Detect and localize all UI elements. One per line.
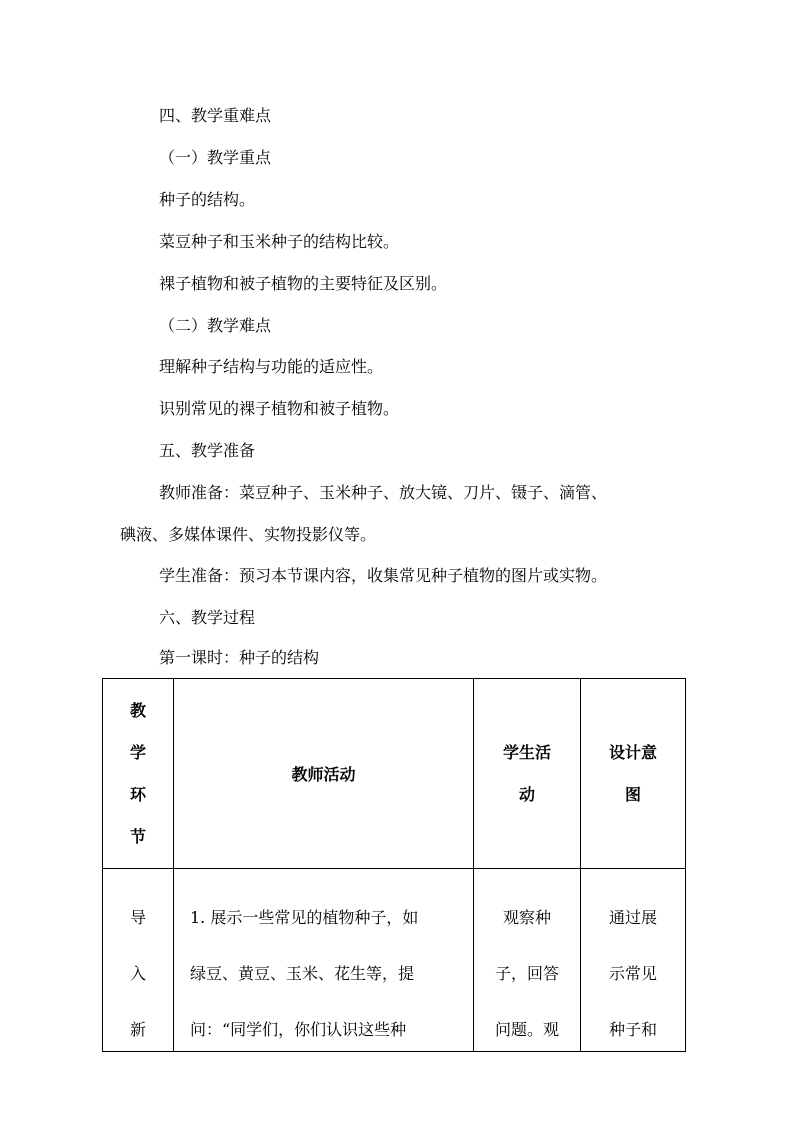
header-student-line: 动 — [518, 784, 535, 804]
row1-stage-char: 导 — [129, 908, 146, 927]
row1-student-activity — [474, 869, 581, 1052]
header-stage-char: 节 — [129, 826, 146, 846]
header-teacher-label: 教师活动 — [291, 765, 356, 784]
row1-stage-char: 入 — [129, 964, 146, 983]
key-point-1: 种子的结构。 — [159, 190, 256, 209]
header-intent-line: 图 — [624, 784, 641, 804]
key-point-3: 裸子植物和被子植物的主要特征及区别。 — [159, 274, 448, 293]
row1-student-line: 问题。观 — [494, 1020, 559, 1039]
row1-student-line: 观察种 — [502, 908, 551, 927]
row1-teacher-activity — [174, 869, 474, 1052]
header-design-intent — [581, 679, 686, 869]
row1-intent-line: 示常见 — [608, 964, 657, 983]
header-stage-char: 教 — [129, 700, 146, 720]
teacher-prep-line2: 碘液、多媒体课件、实物投影仪等。 — [120, 525, 377, 544]
section-4-1-title: （一）教学重点 — [159, 148, 272, 167]
section-4-title: 四、教学重难点 — [159, 106, 272, 125]
row1-student-line: 子，回答 — [494, 964, 559, 983]
header-stage-char: 环 — [129, 784, 146, 804]
header-stage — [103, 679, 174, 869]
row1-teacher-line: 1. 展示一些常见的植物种子，如 — [190, 908, 419, 927]
key-point-2: 菜豆种子和玉米种子的结构比较。 — [159, 232, 400, 251]
teaching-process-table — [102, 678, 686, 1052]
header-intent-line: 设计意 — [608, 742, 657, 762]
header-teacher-activity — [174, 679, 474, 869]
header-student-line: 学生活 — [502, 742, 551, 762]
lesson-1-title: 第一课时：种子的结构 — [159, 648, 320, 667]
table-row — [103, 869, 686, 1052]
section-4-2-title: （二）教学难点 — [159, 316, 272, 335]
header-student-activity — [474, 679, 581, 869]
row1-stage — [103, 869, 174, 1052]
row1-intent-line: 通过展 — [608, 908, 657, 927]
student-prep: 学生准备：预习本节课内容，收集常见种子植物的图片或实物。 — [159, 566, 608, 585]
section-6-title: 六、教学过程 — [159, 608, 256, 627]
section-5-title: 五、教学准备 — [159, 441, 256, 460]
difficult-point-1: 理解种子结构与功能的适应性。 — [159, 357, 384, 376]
header-stage-char: 学 — [129, 742, 146, 762]
row1-design-intent — [581, 869, 686, 1052]
teacher-prep-line1: 教师准备：菜豆种子、玉米种子、放大镜、刀片、镊子、滴管、 — [159, 483, 608, 502]
row1-teacher-line: 问：“同学们，你们认识这些种 — [190, 1020, 407, 1039]
row1-teacher-line: 绿豆、黄豆、玉米、花生等，提 — [190, 964, 415, 983]
row1-intent-line: 种子和 — [608, 1020, 657, 1039]
difficult-point-2: 识别常见的裸子植物和被子植物。 — [159, 399, 400, 418]
row1-stage-char: 新 — [129, 1020, 146, 1039]
table-header-row — [103, 679, 686, 869]
